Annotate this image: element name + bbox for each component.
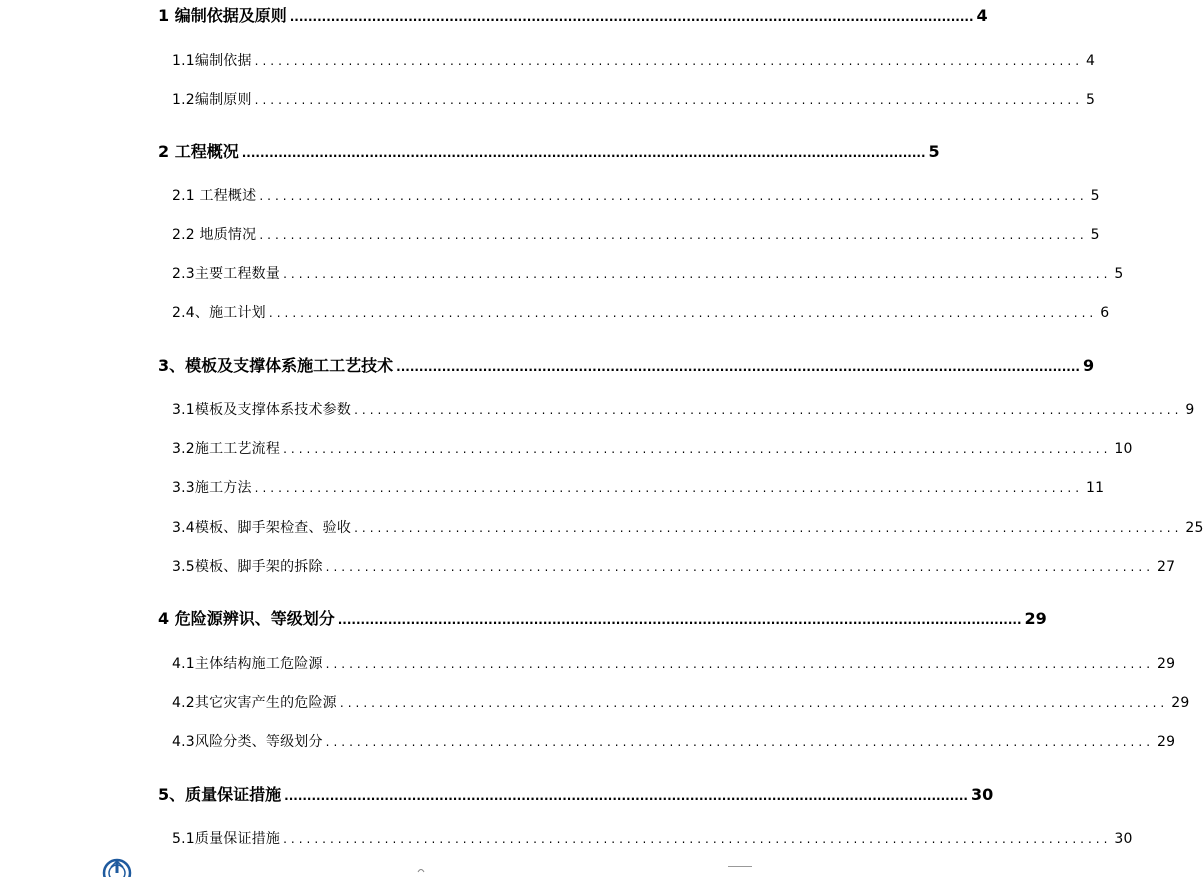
toc-entry-page: 5: [1090, 227, 1100, 243]
toc-entry-page: 5: [1090, 188, 1100, 204]
toc-entry-title: 4.1主体结构施工危险源: [172, 656, 323, 672]
toc-leader: ..........................................................................................................: [259, 228, 1088, 242]
toc-entry-title: 1.1编制依据: [172, 53, 252, 69]
toc-entry-4-2[interactable]: [172, 691, 1190, 715]
toc-entry-page: 5: [1086, 92, 1096, 108]
toc-entry-5[interactable]: [158, 783, 994, 807]
toc-entry-3-5[interactable]: [172, 555, 1176, 579]
toc-entry-3-4[interactable]: [172, 516, 1204, 540]
toc-leader: ..........................................................................................................: [254, 93, 1084, 107]
toc-entry-page: 5: [928, 142, 940, 161]
toc-entry-page: 30: [1114, 831, 1133, 847]
toc-leader: ..........................................................................................................: [283, 267, 1112, 281]
page-corner-mark: [728, 866, 752, 874]
toc-entry-title: 2 工程概况: [158, 142, 239, 161]
toc-leader: ......................................................................................................................................................: [337, 613, 1022, 627]
toc-entry-page: 29: [1157, 656, 1176, 672]
toc-entry-title: 2.1 工程概述: [172, 188, 257, 204]
toc-leader: ..........................................................................................................: [354, 403, 1183, 417]
toc-entry-title: 1.2编制原则: [172, 92, 252, 108]
toc-entry-page: 10: [1114, 441, 1133, 457]
toc-entry-1[interactable]: [158, 4, 988, 28]
toc-entry-title: 3.4模板、脚手架检查、验收: [172, 520, 352, 536]
toc-entry-4-1[interactable]: [172, 652, 1176, 676]
toc-entry-title: 2.4、施工计划: [172, 305, 266, 321]
toc-entry-1-2[interactable]: [172, 88, 1096, 112]
toc-entry-page: 4: [976, 6, 988, 25]
toc-entry-2[interactable]: [158, 140, 940, 164]
toc-entry-3-1[interactable]: [172, 398, 1195, 422]
toc-leader: ..........................................................................................................: [325, 735, 1155, 749]
toc-leader: ......................................................................................................................................................: [241, 146, 926, 160]
toc-entry-page: 9: [1185, 402, 1195, 418]
toc-entry-page: 9: [1082, 356, 1095, 375]
toc-entry-title: 3.2施工工艺流程: [172, 441, 281, 457]
company-logo-icon: [102, 856, 132, 873]
toc-entry-3[interactable]: [158, 354, 1095, 378]
toc-entry-2-3[interactable]: [172, 262, 1124, 286]
toc-leader: ......................................................................................................................................................: [396, 360, 1080, 374]
toc-entry-3-2[interactable]: [172, 437, 1133, 461]
toc-entry-title: 4.2其它灾害产生的危险源: [172, 695, 337, 711]
toc-leader: ......................................................................................................................................................: [289, 10, 974, 24]
toc-entry-title: 3.5模板、脚手架的拆除: [172, 559, 323, 575]
footer-tick: [417, 866, 425, 873]
toc-leader: ..........................................................................................................: [259, 189, 1088, 203]
toc-entry-2-2[interactable]: [172, 223, 1100, 247]
toc-entry-page: 27: [1157, 559, 1176, 575]
toc-entry-page: 6: [1100, 305, 1110, 321]
toc-leader: ..........................................................................................................: [254, 481, 1084, 495]
toc-entry-title: 3.1模板及支撑体系技术参数: [172, 402, 352, 418]
toc-entry-page: 29: [1171, 695, 1190, 711]
toc-leader: ......................................................................................................................................................: [284, 789, 968, 803]
toc-entry-page: 11: [1086, 480, 1105, 496]
toc-entry-page: 29: [1157, 734, 1176, 750]
toc-entry-title: 2.3主要工程数量: [172, 266, 281, 282]
toc-entry-page: 5: [1114, 266, 1124, 282]
toc-leader: ..........................................................................................................: [325, 560, 1155, 574]
toc-entry-1-1[interactable]: [172, 49, 1096, 73]
toc-entry-2-4[interactable]: [172, 301, 1110, 325]
toc-leader: ..........................................................................................................: [268, 306, 1098, 320]
toc-leader: ..........................................................................................................: [254, 54, 1084, 68]
toc-leader: ..........................................................................................................: [325, 657, 1155, 671]
toc-entry-title: 5.1质量保证措施: [172, 831, 281, 847]
toc-leader: ..........................................................................................................: [283, 832, 1112, 846]
toc-entry-2-1[interactable]: [172, 184, 1100, 208]
toc-entry-title: 3、模板及支撑体系施工工艺技术: [158, 356, 394, 375]
toc-entry-title: 5、质量保证措施: [158, 785, 282, 804]
toc-entry-5-1[interactable]: [172, 827, 1133, 851]
toc-entry-title: 3.3施工方法: [172, 480, 252, 496]
toc-entry-title: 4.3风险分类、等级划分: [172, 734, 323, 750]
toc-entry-page: 4: [1086, 53, 1096, 69]
toc-leader: ..........................................................................................................: [339, 696, 1169, 710]
toc-leader: ..........................................................................................................: [283, 442, 1112, 456]
toc-entry-4[interactable]: [158, 607, 1047, 631]
toc-leader: ..........................................................................................................: [354, 521, 1183, 535]
toc-entry-page: 30: [970, 785, 994, 804]
toc-entry-title: 4 危险源辨识、等级划分: [158, 609, 335, 628]
toc-entry-page: 25: [1185, 520, 1204, 536]
toc-entry-title: 2.2 地质情况: [172, 227, 257, 243]
toc-entry-4-3[interactable]: [172, 730, 1176, 754]
toc-entry-title: 1 编制依据及原则: [158, 6, 287, 25]
toc-entry-page: 29: [1024, 609, 1047, 628]
toc-entry-3-3[interactable]: [172, 476, 1105, 500]
